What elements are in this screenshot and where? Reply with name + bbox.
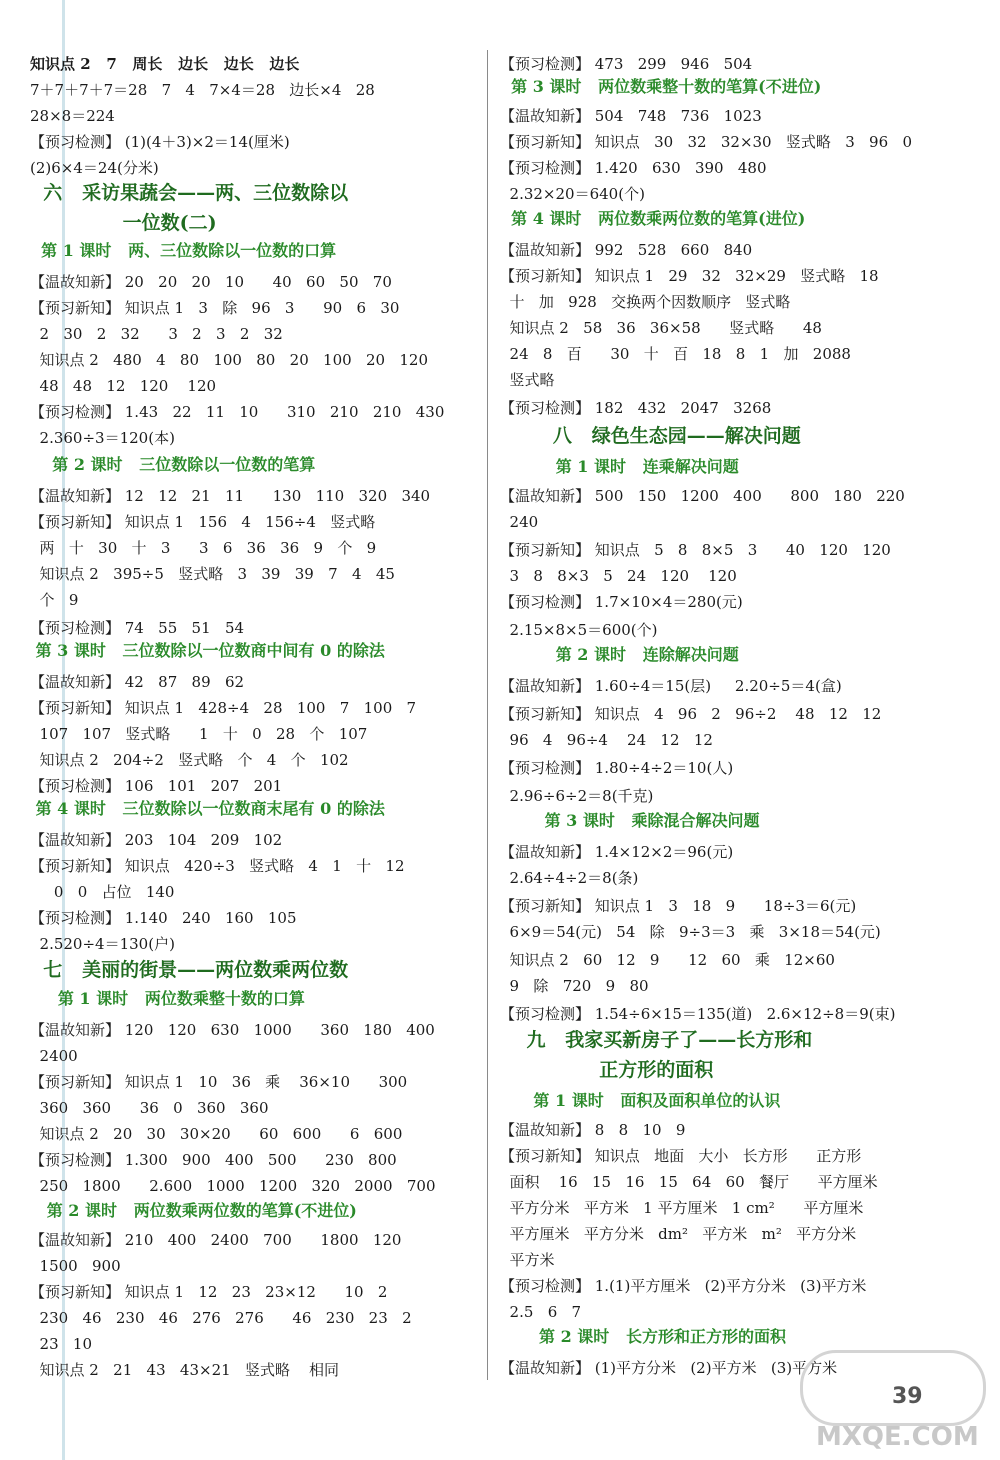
answer-line: 【预习检测】 74 55 51 54 bbox=[30, 619, 245, 637]
lesson-heading: 第 3 课时 乘除混合解决问题 bbox=[500, 811, 760, 830]
answer-line: 知识点 2 204÷2 竖式略 个 4 个 102 bbox=[30, 751, 349, 769]
answer-line: 【预习新知】 知识点 1 428÷4 28 100 7 100 7 bbox=[30, 699, 417, 717]
answer-line: 平方米 bbox=[500, 1251, 555, 1269]
answer-line: 250 1800 2.600 1000 1200 320 2000 700 bbox=[30, 1177, 436, 1195]
answer-line: 平方厘米 平方分米 dm² 平方米 m² 平方分米 bbox=[500, 1225, 857, 1243]
answer-line: 【温故知新】 (1)平方分米 (2)平方米 (3)平方米 bbox=[500, 1359, 838, 1377]
answer-line: 知识点 2 20 30 30×20 60 600 6 600 bbox=[30, 1125, 403, 1143]
chapter-heading: 六 采访果蔬会——两、三位数除以 bbox=[30, 182, 349, 204]
answer-line: 2.520÷4＝130(户) bbox=[30, 935, 175, 953]
answer-line: 知识点 2 60 12 9 12 60 乘 12×60 bbox=[500, 951, 835, 969]
chapter-heading: 九 我家买新房子了——长方形和 bbox=[500, 1029, 813, 1051]
answer-line: (2)6×4＝24(分米) bbox=[30, 159, 159, 177]
answer-line: 48 48 12 120 120 bbox=[30, 377, 217, 395]
answer-line: 2.5 6 7 bbox=[500, 1303, 582, 1321]
lesson-heading: 第 2 课时 长方形和正方形的面积 bbox=[500, 1327, 786, 1346]
answer-line: 【预习检测】 1.300 900 400 500 230 800 bbox=[30, 1151, 397, 1169]
lesson-heading: 第 1 课时 两位数乘整十数的口算 bbox=[30, 989, 305, 1008]
lesson-heading: 第 4 课时 两位数乘两位数的笔算(进位) bbox=[500, 209, 806, 228]
answer-line: 9 除 720 9 80 bbox=[500, 977, 649, 995]
chapter-heading: 一位数(二) bbox=[30, 212, 217, 234]
answer-line: 知识点 2 58 36 36×58 竖式略 48 bbox=[500, 319, 822, 337]
lesson-heading: 第 2 课时 连除解决问题 bbox=[500, 645, 739, 664]
answer-line: 【预习检测】 1.140 240 160 105 bbox=[30, 909, 297, 927]
lesson-heading: 第 1 课时 连乘解决问题 bbox=[500, 457, 739, 476]
answer-line: 【预习检测】 (1)(4＋3)×2＝14(厘米) bbox=[30, 133, 290, 151]
answer-line: 2 30 2 32 3 2 3 2 32 bbox=[30, 325, 283, 343]
answer-line: 7＋7＋7＋7＝28 7 4 7×4＝28 边长×4 28 bbox=[30, 81, 375, 99]
answer-line: 【预习新知】 知识点 1 3 除 96 3 90 6 30 bbox=[30, 299, 400, 317]
answer-line: 230 46 230 46 276 276 46 230 23 2 bbox=[30, 1309, 412, 1327]
answer-line: 【预习检测】 473 299 946 504 bbox=[500, 55, 753, 73]
answer-line: 【预习检测】 1.54÷6×15＝135(道) 2.6×12÷8＝9(束) bbox=[500, 1005, 896, 1023]
answer-line: 96 4 96÷4 24 12 12 bbox=[500, 731, 713, 749]
answer-line: 【预习新知】 知识点 1 156 4 156÷4 竖式略 bbox=[30, 513, 376, 531]
chapter-heading: 正方形的面积 bbox=[500, 1059, 714, 1081]
answer-line: 3 8 8×3 5 24 120 120 bbox=[500, 567, 737, 585]
answer-line: 【预习新知】 知识点 5 8 8×5 3 40 120 120 bbox=[500, 541, 891, 559]
answer-line: 【温故知新】 992 528 660 840 bbox=[500, 241, 753, 259]
answer-line: 【预习新知】 知识点 420÷3 竖式略 4 1 十 12 bbox=[30, 857, 405, 875]
answer-line: 【温故知新】 1.4×12×2＝96(元) bbox=[500, 843, 734, 861]
answer-line: 知识点 2 7 周长 边长 边长 边长 bbox=[30, 55, 300, 73]
answer-line: 【温故知新】 210 400 2400 700 1800 120 bbox=[30, 1231, 402, 1249]
answer-line: 2.360÷3＝120(本) bbox=[30, 429, 175, 447]
answer-line: 2.32×20＝640(个) bbox=[500, 185, 645, 203]
answer-line: 2.64÷4÷2＝8(条) bbox=[500, 869, 639, 887]
answer-line: 【预习检测】 1.420 630 390 480 bbox=[500, 159, 767, 177]
answer-line: 【温故知新】 120 120 630 1000 360 180 400 bbox=[30, 1021, 435, 1039]
answer-line: 【预习检测】 1.(1)平方厘米 (2)平方分米 (3)平方米 bbox=[500, 1277, 867, 1295]
answer-line: 【预习新知】 知识点 1 12 23 23×12 10 2 bbox=[30, 1283, 388, 1301]
answer-line: 24 8 百 30 十 百 18 8 1 加 2088 bbox=[500, 345, 851, 363]
answer-line: 【温故知新】 500 150 1200 400 800 180 220 bbox=[500, 487, 905, 505]
answer-line: 【温故知新】 504 748 736 1023 bbox=[500, 107, 762, 125]
answer-line: 2400 bbox=[30, 1047, 78, 1065]
answer-line: 6×9＝54(元) 54 除 9÷3＝3 乘 3×18＝54(元) bbox=[500, 923, 881, 941]
answer-line: 知识点 2 395÷5 竖式略 3 39 39 7 4 45 bbox=[30, 565, 395, 583]
answer-line: 28×8＝224 bbox=[30, 107, 115, 125]
answer-line: 竖式略 bbox=[500, 371, 555, 389]
chapter-heading: 八 绿色生态园——解决问题 bbox=[500, 425, 801, 447]
lesson-heading: 第 1 课时 两、三位数除以一位数的口算 bbox=[30, 241, 337, 260]
answer-line: 360 360 36 0 360 360 bbox=[30, 1099, 269, 1117]
answer-line: 【温故知新】 12 12 21 11 130 110 320 340 bbox=[30, 487, 431, 505]
answer-line: 240 bbox=[500, 513, 539, 531]
answer-line: 【预习检测】 182 432 2047 3268 bbox=[500, 399, 772, 417]
answer-line: 【预习检测】 106 101 207 201 bbox=[30, 777, 283, 795]
lesson-heading: 第 2 课时 两位数乘两位数的笔算(不进位) bbox=[30, 1201, 357, 1220]
answer-line: 【预习新知】 知识点 地面 大小 长方形 正方形 bbox=[500, 1147, 862, 1165]
answer-line: 2.96÷6÷2＝8(千克) bbox=[500, 787, 654, 805]
answer-line: 2.15×8×5＝600(个) bbox=[500, 621, 658, 639]
answer-line: 0 0 占位 140 bbox=[30, 883, 175, 901]
lesson-heading: 第 1 课时 面积及面积单位的认识 bbox=[500, 1091, 781, 1110]
page-number: 39 bbox=[892, 1384, 923, 1409]
answer-line: 两 十 30 十 3 3 6 36 36 9 个 9 bbox=[30, 539, 377, 557]
answer-line: 十 加 928 交换两个因数顺序 竖式略 bbox=[500, 293, 791, 311]
answer-line: 平方分米 平方米 1 平方厘米 1 cm² 平方厘米 bbox=[500, 1199, 864, 1217]
lesson-heading: 第 4 课时 三位数除以一位数商末尾有 0 的除法 bbox=[30, 799, 385, 818]
answer-line: 【预习检测】 1.80÷4÷2＝10(人) bbox=[500, 759, 734, 777]
column-divider bbox=[487, 50, 488, 1380]
answer-line: 【预习新知】 知识点 1 3 18 9 18÷3＝6(元) bbox=[500, 897, 857, 915]
answer-line: 【预习检测】 1.7×10×4＝280(元) bbox=[500, 593, 743, 611]
answer-line: 【温故知新】 203 104 209 102 bbox=[30, 831, 283, 849]
answer-line: 【温故知新】 1.60÷4＝15(层) 2.20÷5＝4(盒) bbox=[500, 677, 842, 695]
answer-line: 【温故知新】 42 87 89 62 bbox=[30, 673, 245, 691]
watermark-text: MXQE.COM bbox=[816, 1422, 979, 1452]
answer-line: 【预习新知】 知识点 30 32 32×30 竖式略 3 96 0 bbox=[500, 133, 912, 151]
answer-line: 知识点 2 21 43 43×21 竖式略 相同 bbox=[30, 1361, 340, 1379]
lesson-heading: 第 2 课时 三位数除以一位数的笔算 bbox=[30, 455, 316, 474]
answer-line: 面积 16 15 16 15 64 60 餐厅 平方厘米 bbox=[500, 1173, 878, 1191]
answer-line: 个 9 bbox=[30, 591, 79, 609]
answer-line: 【预习检测】 1.43 22 11 10 310 210 210 430 bbox=[30, 403, 445, 421]
answer-line: 23 10 bbox=[30, 1335, 93, 1353]
answer-line: 107 107 竖式略 1 十 0 28 个 107 bbox=[30, 725, 368, 743]
answer-line: 【预习新知】 知识点 1 10 36 乘 36×10 300 bbox=[30, 1073, 408, 1091]
answer-line: 【预习新知】 知识点 1 29 32 32×29 竖式略 18 bbox=[500, 267, 879, 285]
answer-line: 知识点 2 480 4 80 100 80 20 100 20 120 bbox=[30, 351, 428, 369]
chapter-heading: 七 美丽的街景——两位数乘两位数 bbox=[30, 959, 349, 981]
lesson-heading: 第 3 课时 三位数除以一位数商中间有 0 的除法 bbox=[30, 641, 385, 660]
answer-line: 【温故知新】 8 8 10 9 bbox=[500, 1121, 686, 1139]
answer-line: 1500 900 bbox=[30, 1257, 121, 1275]
answer-line: 【温故知新】 20 20 20 10 40 60 50 70 bbox=[30, 273, 392, 291]
lesson-heading: 第 3 课时 两位数乘整十数的笔算(不进位) bbox=[500, 77, 822, 96]
answer-line: 【预习新知】 知识点 4 96 2 96÷2 48 12 12 bbox=[500, 705, 882, 723]
